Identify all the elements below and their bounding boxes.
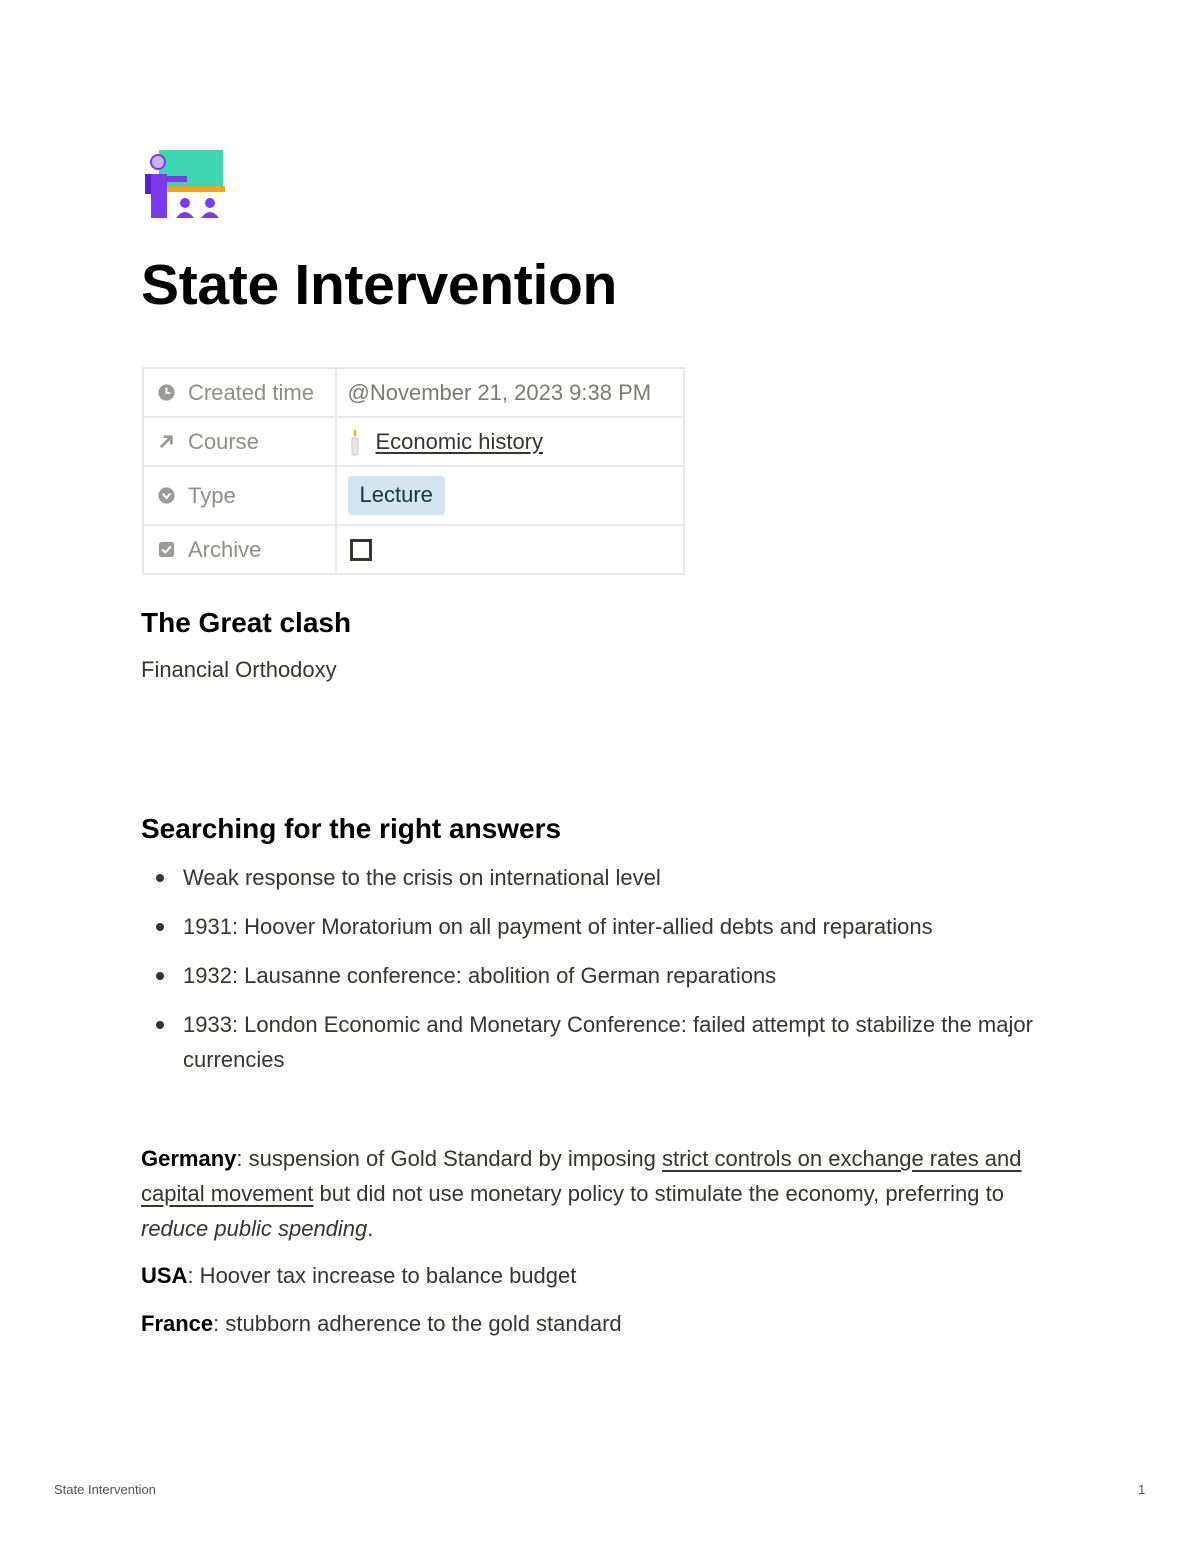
- france-label: France: [141, 1311, 214, 1336]
- underlined-phrase: strict controls on exchange rates and capital movement: [141, 1146, 1022, 1206]
- list-item: 1931: Hoover Moratorium on all payment of inter-allied debts and reparations: [141, 909, 1041, 944]
- properties-table: [142, 367, 685, 575]
- select-chevron-icon: [157, 486, 176, 505]
- bullet-icon: [156, 1021, 164, 1029]
- created-time-value[interactable]: [336, 368, 685, 417]
- checkbox-icon: [157, 540, 176, 559]
- bullet-icon: [156, 923, 164, 931]
- archive-value: [336, 525, 685, 574]
- germany-paragraph: Germany: suspension of Gold Standard by imposing strict controls on exchange rates and capital movement but did not use monetary policy to stimulate the economy, preferring to reduce public spending.: [141, 1146, 1022, 1241]
- bullet-icon: [156, 874, 164, 882]
- list-item: Weak response to the crisis on international level: [141, 860, 1041, 895]
- course-link[interactable]: Economic history: [375, 428, 544, 454]
- footer-page-number: 1: [1138, 1482, 1146, 1497]
- relation-arrow-icon: [157, 432, 176, 451]
- property-label: Type: [188, 482, 236, 508]
- usa-paragraph: USA: Hoover tax increase to balance budget: [141, 1263, 577, 1288]
- property-label: Created time: [188, 379, 314, 405]
- italic-phrase: reduce public spending: [141, 1216, 368, 1241]
- property-label: Archive: [188, 536, 262, 562]
- list-item: 1933: London Economic and Monetary Conference: failed attempt to stabilize the major currencies: [141, 1007, 1041, 1077]
- footer-title: State Intervention: [54, 1482, 156, 1497]
- list-item: 1932: Lausanne conference: abolition of German reparations: [141, 958, 1041, 993]
- heading-great-clash: The Great clash: [141, 607, 352, 638]
- archive-checkbox[interactable]: [350, 539, 372, 561]
- heading-searching: Searching for the right answers: [141, 813, 562, 844]
- financial-orthodoxy-text: Financial Orthodoxy: [141, 657, 337, 682]
- property-row-type: [143, 466, 684, 525]
- answers-list: [141, 860, 1041, 1091]
- type-tag[interactable]: Lecture: [348, 476, 445, 515]
- page-title: State Intervention: [141, 253, 618, 317]
- property-row-archive: [143, 525, 684, 574]
- course-value[interactable]: [336, 417, 685, 466]
- bullet-icon: [156, 972, 164, 980]
- clock-icon: [157, 383, 176, 402]
- property-label: Course: [188, 428, 259, 454]
- france-paragraph: France: stubborn adherence to the gold standard: [141, 1311, 622, 1336]
- germany-label: Germany: [141, 1146, 237, 1171]
- candle-icon: [348, 428, 362, 456]
- usa-label: USA: [141, 1263, 188, 1288]
- created-time-text: @November 21, 2023 9:38 PM: [347, 379, 652, 405]
- type-value[interactable]: [336, 466, 685, 525]
- property-row-created-time: [143, 368, 684, 417]
- teacher-presentation-icon: [143, 148, 225, 220]
- property-row-course: [143, 417, 684, 466]
